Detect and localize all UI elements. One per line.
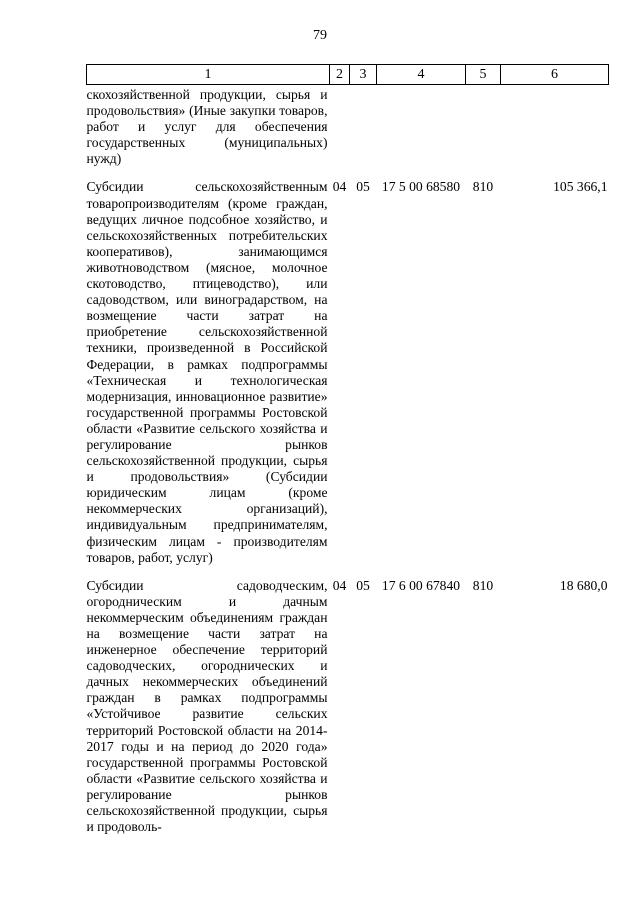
table-header xyxy=(87,65,609,85)
row-description: скохозяйственной продукции, сырья и продовольствия» (Иные закупки товаров, работ и услуг для обеспечения государственных (муниципальных) нужд) xyxy=(86,87,328,167)
table-row xyxy=(87,85,609,180)
table-row xyxy=(87,179,609,577)
row-target-code xyxy=(377,85,466,180)
row-section: 04 xyxy=(332,179,347,195)
row-description: Субсидии сельскохозяйственным товаропроизводителям (кроме граждан, ведущих личное подсобное хозяйство, и сельскохозяйственных потребительских кооперативов), занимающимся животноводством (мясное, молочное скотоводство, птицеводство), или садоводством, или виноградарством, на возмещение части затрат на приобретение сельскохозяйственной техники, произведенной в Российской Федерации, в рамках подпрограммы «Техническая и технологическая модернизация, инновационное развитие» государственной программы Ростовской области «Развитие сельского хозяйства и регулирование рынков сельскохозяйственной продукции, сырья и продовольствия» (Субсидии юридическим лицам (кроме некоммерческих организаций), индивидуальным предпринимателям, физическим лицам - производителям товаров, работ, услуг) xyxy=(86,179,328,565)
row-expense-type: 810 xyxy=(472,577,494,593)
row-amount: 105 366,1 xyxy=(553,179,608,195)
column-header-2: 2 xyxy=(330,65,350,85)
row-subsection: 05 xyxy=(356,577,370,593)
row-subsection: 05 xyxy=(356,179,370,195)
column-header-1: 1 xyxy=(87,65,330,85)
row-target-code: 17 6 00 67840 xyxy=(381,577,461,593)
row-amount: 18 680,0 xyxy=(559,577,608,593)
column-header-3: 3 xyxy=(350,65,377,85)
row-amount xyxy=(501,85,609,180)
table-row xyxy=(87,578,609,836)
row-subsection xyxy=(350,85,377,180)
row-expense-type: 810 xyxy=(472,179,494,195)
column-header-4: 4 xyxy=(377,65,466,85)
row-expense-type xyxy=(466,85,501,180)
row-description: Субсидии садоводческим, огородническим и дачным некоммерческим объединениям граждан на возмещение части затрат на инженерное обеспечение территорий садоводческих, огороднических и дачных некоммерческих объединений граждан в рамках подпрограммы «Устойчивое развитие сельских территорий Ростовской области на 2014-2017 годы и на период до 2020 года» государственной программы Ростовской области «Развитие сельского хозяйства и регулирование рынков сельскохозяйственной продукции, сырья и продоволь- xyxy=(86,577,328,835)
row-target-code: 17 5 00 68580 xyxy=(381,179,461,195)
budget-table xyxy=(86,64,609,835)
page-number: 79 xyxy=(313,28,327,43)
column-header-6: 6 xyxy=(501,65,609,85)
row-section xyxy=(330,85,350,180)
column-header-5: 5 xyxy=(466,65,501,85)
row-section: 04 xyxy=(332,577,347,593)
